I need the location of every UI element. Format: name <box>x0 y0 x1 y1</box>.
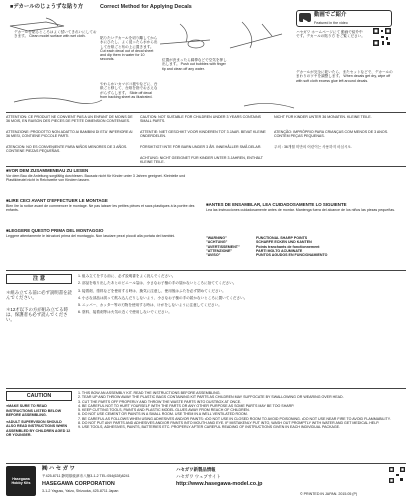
caution-item: 2. TEAR UP AND THROW AWAY THE PLASTIC BAGS CONTAINING KIT PARTS AS CHILDREN MAY SUFFOCATE BY SWALLOWING OR WEARING OVER HEAD. <box>78 395 344 400</box>
divider-4 <box>6 388 406 389</box>
warn-fi: NICHT FÜR KINDER UNTER 36 MONATEN. KLEINE TEILE. <box>274 115 372 119</box>
warn-pt: ATENCION: NO ES CONVENIENTE PARA NIÑOS MENORES DE 3 AÑOS. CONTIENE PIEZAS PEQUEÑAS. <box>6 145 128 154</box>
divider-1 <box>6 112 406 113</box>
video-badge-jp: 動画でご紹介 <box>314 12 347 18</box>
divider-5 <box>6 463 406 464</box>
divider-2 <box>6 166 406 167</box>
symbol-key-0: "WARNING" <box>206 236 227 240</box>
caution-title: CAUTION <box>6 391 72 401</box>
notice-items <box>78 274 404 386</box>
warn-fr: ATTENTION: CE PRODUIT NE CONVIENT PAS A UN ENFANT DE MOINS DE 36 MOIS, EN RAISON DES PIECES DE PETITE DIMENSION CONTENUES. <box>6 115 133 124</box>
step-2: 貼りたいデカールを切り離してから水にひたし、よく浸ったら水から出して台紙ごと布の上に置きます。 Cut each decal out of decal sheet and dip them in water for 10 seconds. <box>100 36 158 62</box>
symbol-val-4: PUNTOS AGUDOS EN FUNCIONAMIENTO <box>256 253 328 258</box>
notice-item: 2. 部品を取り出したあとのビニール袋は、小さなお子様の手の届かないところに捨ててください。 <box>78 281 237 286</box>
de-heading: ■VOR DEM ZUSAMMENBAU ZU LESEN <box>6 168 89 173</box>
warn-ko: 주의 : 36개월 미만의 어린이는 사용하지 마십시오. <box>274 145 352 149</box>
caution-item: 4. BE CAREFUL NOT TO HURT YOURSELF WITH THE PARTS OR ANY OTHER PURPOSE AS SOME PARTS MAY BE TOO SHARP. <box>78 403 295 408</box>
warn-sv: FÖRSIKTIGT! INTE FÖR BARN UNDER 3 ÅR. INNEHÅLLER SMÅ DELAR. <box>140 145 262 149</box>
qr-code-icon <box>388 466 406 484</box>
symbol-list <box>206 236 402 257</box>
info-label: ハセガワ新製品情報 <box>176 467 216 472</box>
notice-item: 6. 塗料、接着剤等は火気の近くで使用しないでください。 <box>78 310 172 315</box>
it-body: Leggere attentamente le istruzioni prima del montaggio. Non lasciare pezzi piccoli alla portata dei bambini. <box>6 234 176 238</box>
caution-item: 3. CUT THE PARTS OFF PROPERLY AND THROW THE WASTE PARTS INTO DUSTBOX AT ONCE. <box>78 399 242 404</box>
site-label: ハセガワ ウェブサイト <box>176 474 221 479</box>
notice-left-1: ＊組み立てる前に必ず説明書を読んでください。 <box>6 290 72 301</box>
video-note: ハセガワ ホームページにて 動画で紹介中です。デカールの貼り方 をご覧ください。 <box>296 30 365 39</box>
company-en: HASEGAWA CORPORATION <box>42 481 115 487</box>
symbol-val-3: PARTI MOLTO ACUMINATE <box>256 248 303 253</box>
caution-item: 1. THIS BOW AN ASSEMBLY KIT. READ THE INSTRUCTIONS BEFORE ASSEMBLING. <box>78 391 221 395</box>
video-badge-en: Featured in the video <box>314 21 348 25</box>
caution-item: 6. DO NOT USE CEMENT OR PAINTS IN A SMALL ROOM. USE THEM IN A WELL VENTILATED ROOM. <box>78 412 248 417</box>
step3-illustration <box>222 14 292 56</box>
website-link[interactable]: http://www.hasegawa-model.co.jp <box>176 481 263 487</box>
video-badge[interactable] <box>296 10 392 27</box>
notice-item: 3. 接着剤、塗料などを使用する時は、換気に注意し、使用後はふたを必ず閉めてください。 <box>78 288 226 293</box>
fr-body: Bien lire la notice avant de commencer le montage. Ne pas laisser les petites pièces et sacs plastiques à la portée des enfants. <box>6 204 195 213</box>
symbol-key-2: "AVERTISSEMENT" <box>206 244 240 249</box>
notice-left <box>6 274 72 384</box>
step2-illustration <box>10 92 106 108</box>
address-jp: 〒425-8711 静岡県焼津市八楠3-1-2 TEL:054(628)8241 <box>42 474 130 478</box>
warn-it: ATTENZIONE: PRODOTTO NON ADATTO AI BAMBINI DI ETA' INFERIORE AI 36 MESI, CONTIENE PICCOLE PARTI. <box>6 130 133 139</box>
warn-en: CAUTION: NOT SUITABLE FOR CHILDREN UNDER 3 YEARS CONTAINS SMALL PARTS. <box>140 115 261 124</box>
step-3: やわらかいカマボコ板やなどに、台紙ごと移して、台紙を指でおさえながらずらします。 Slide off decal from backing sheet as illustrated. <box>100 82 158 99</box>
symbol-val-1: SCHARFE ECKEN UND KANTEN <box>256 240 312 245</box>
caution-left-1: ●MAKE SURE TO READ INSTRUCTIONS LISTED BELOW BEFORE ASSEMBLING. <box>6 404 62 417</box>
symbol-key-1: "ACHTUNG" <box>206 240 228 245</box>
es-heading: ■ANTES DE ENSAMBLAR, LEA CUIDADOSAMENTE LO SIGUIENTE <box>206 202 347 207</box>
warn-nl: ATTENTIE: NIET GESCHIKT VOOR KINDEREN TOT 3 JAAR. BEVAT KLEINE ONDERDELEN. <box>140 130 266 139</box>
qr-code[interactable] <box>372 27 392 47</box>
printed-note: © PRINTED IN JAPAN. 2015.05 (P) <box>300 492 358 496</box>
step4-illustration <box>150 14 230 56</box>
warn-pt2: ATENÇÃO: IMPRÓPRIO PARA CRIANÇAS COM MENOS DE 3 ANOS. CONTÉM PEÇAS PEQUENAS. <box>274 130 389 139</box>
symbol-val-2: Points tranchants de fonctionnement <box>256 244 320 249</box>
caution-item: 5. KEEP CUTTING TOOLS, PAINTS AND PLASTIC MODEL GLUES AWAY FROM REACH OF CHILDREN. <box>78 408 250 413</box>
caution-left-2: ●ADULT SUPERVISION SHOULD ALSO READ INSTRUCTIONS WHEN ASSEMBLED BY CHILDREN AGED 12 OR YOUNGER. <box>6 420 71 437</box>
notice-left-2: ＊12才以下の方が組み立てる時は、保護者も必ず読んでください。 <box>6 306 68 323</box>
step-4: 位置が決まったら綿棒などで空気を押し出します。 Push out bubbles with finger tip and clean off any water. <box>162 58 227 71</box>
decal-title-jp: ■デカールのじょうずな貼り方 <box>10 4 84 10</box>
symbol-key-4: "AVISO" <box>206 253 221 258</box>
caution-left <box>6 391 72 461</box>
notice-item: 4. 小さな部品は誤って飲み込んだりしないよう、小さなお子様の手の届かないところに置いてください。 <box>78 295 248 300</box>
qr-code-icon <box>372 27 392 47</box>
step-5: デカールが完全に乾いたら、またセットなどで、デカールのまわりのツヤを調整します。 When decals get dry, wipe off with soft cloth excess glue left around decals. <box>296 70 393 83</box>
company-jp: ㈱ ハ セ ガ ワ <box>42 466 75 472</box>
caution-item: 8. DO NOT PUT ANY PARTS AND ADHESIVES AND/OR PAINTS INTO MOUTH AND EYE. IF MISTAKENLY PUT INTO, WASH OUT PROMPTLY WITH WATER AND GET MEDICAL HELP. <box>78 421 380 426</box>
logo-text: Hasegawa Hobby Kits <box>11 476 31 485</box>
step-1: デカールを貼るところはよく拭いてきれいにしておきます。 Clean model surface with wet cloth. <box>14 30 97 39</box>
de-body: Vor dem Bau die Anleitung sorgfältig durchlesen. Bausatz nicht für Kinder unter 3 Jahren geeignet. Kleinteile und Plastikbeutel nicht in Reichweite von Kindern lassen. <box>6 174 186 183</box>
video-play-icon <box>299 13 311 22</box>
hasegawa-logo <box>6 466 36 496</box>
caution-items <box>78 391 404 461</box>
fr-heading: ■LIRE CECI AVANT D'EFFECTUER LE MONTAGE <box>6 198 108 203</box>
symbol-val-0: FUNCTIONAL SHARP POINTS <box>256 236 308 240</box>
es-body: Lea las instrucciones cuidadosamente antes de montar. Mantenga fuera del alcance de los niños las piezas pequeñas. <box>206 208 395 212</box>
decal-title-en: Correct Method for Applying Decals <box>100 4 192 10</box>
notice-title: 注 意 <box>6 274 72 284</box>
warn-de: ACHTUNG: NICHT GEEIGNET FÜR KINDER UNTER 3 JAHREN, ENTHÄLT KLEINE TEILE. <box>140 156 263 165</box>
caution-item: 9. USE TOOLS, ADHESIVES, PAINTS, BATTERIES ETC. PROPERLY AFTER CAREFUL READING OF INSTRUCTIONS GIVEN IN EACH INDIVIDUAL PACKAGE. <box>78 425 341 430</box>
divider-3 <box>6 270 406 271</box>
it-heading: ■LEGGERE QUESTO PRIMA DEL MONTAGGIO <box>6 228 104 233</box>
footer-qr-code[interactable] <box>388 466 406 484</box>
notice-item: 5. ニッパー、カッター等の刃物を使用する時は、けがをしないように注意してください。 <box>78 303 222 308</box>
notice-item: 1. 組み立てをする前に、必ず説明書をよく読んでください。 <box>78 274 176 278</box>
symbol-key-3: "ATTENZIONE" <box>206 248 233 253</box>
caution-item: 7. BE CAREFUL AS FOLLOWS WHEN USING ADHESIVES AND/OR PAINTS: •DO NOT USE IN CLOSED ROOM TO AVOID POISONING. •DO NOT USE NEAR FIRE TO AVOID FLAMMABILITY. <box>78 416 391 421</box>
address-en: 3-1-2 Yagusu, Yaizu, Shizuoka, 425-8711 Japan <box>42 489 119 493</box>
